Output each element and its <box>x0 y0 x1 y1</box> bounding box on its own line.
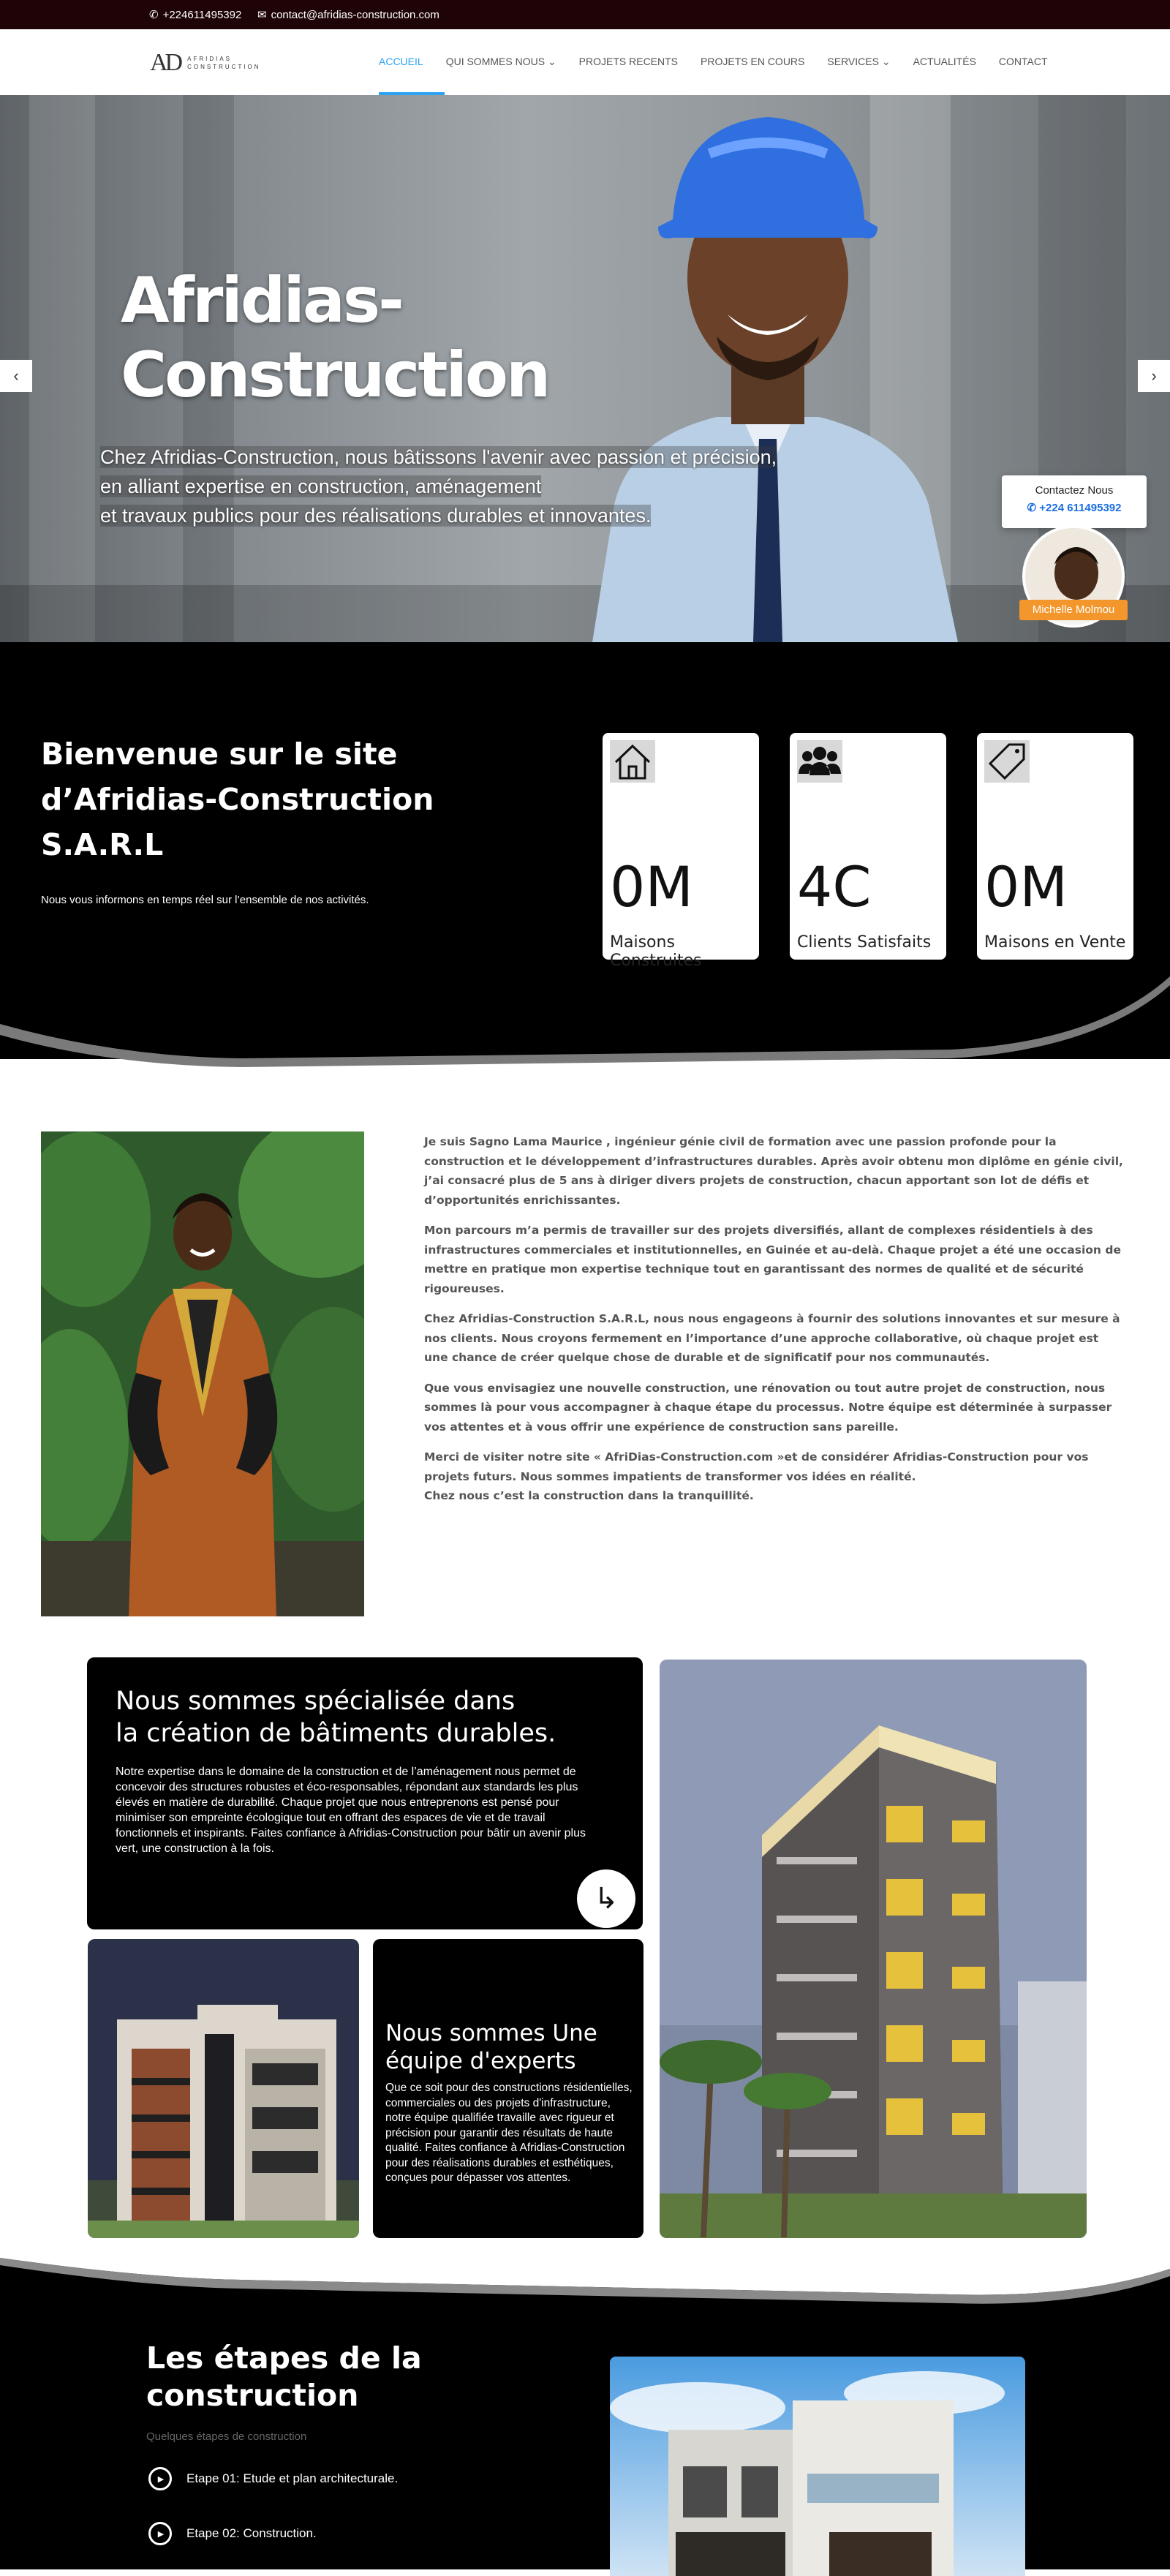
founder-portrait-image <box>41 1131 364 1616</box>
top-bar <box>0 0 1170 29</box>
hero-engineer-image <box>563 95 973 642</box>
welcome-lead: Nous vous informons en temps réel sur l’ensemble de nos activités. <box>41 894 369 906</box>
phone-icon: ✆ <box>149 9 159 21</box>
contact-widget-card[interactable] <box>1002 475 1147 528</box>
feature-card-experts <box>373 1939 644 2238</box>
logo-line-1: AFRIDIAS <box>187 56 233 62</box>
hero-title <box>121 263 549 413</box>
nav-projets-recents[interactable]: PROJETS RECENTS <box>578 56 679 67</box>
bio-paragraph-2: Mon parcours m’a permis de travailler sur des projets diversifiés, allant de complexes résidentiels à des infrastructures commerciales et institutionnelles, en Guinée et au-delà. Chaque projet a été une occasion de mettre en pratique mon expertise technique tout en garantissant des normes de qualité et de sécurité rigoureuses. <box>424 1224 1121 1295</box>
modern-building-image <box>88 1939 359 2238</box>
section-divider-wave <box>0 2258 1170 2331</box>
topbar-phone-text: +224611495392 <box>162 8 242 21</box>
stat-card-clients <box>790 733 946 960</box>
site-header <box>0 29 1170 95</box>
steps-title-line-1: Les étapes de la <box>146 2340 422 2376</box>
play-circle-icon: ▶ <box>148 2467 172 2490</box>
house-icon <box>610 740 655 783</box>
users-icon <box>797 740 842 783</box>
welcome-title-line-2: d’Afridias-Construction <box>41 782 434 817</box>
slider-prev-button[interactable] <box>0 360 32 392</box>
hero-title-line-2: Construction <box>121 339 549 412</box>
welcome-title <box>41 731 480 867</box>
bio-paragraph-1: Je suis Sagno Lama Maurice , ingénieur génie civil de formation avec une passion profonde pour la construction et le développement d’infrastructures durables. Après avoir obtenu mon diplôme en génie civil, j’ai consacré plus de 5 ans à diriger divers projets de construction, chacun apportant son lot de défis et d’opportunités enrichissantes. <box>424 1135 1123 1207</box>
stat-label: Maisons Construites <box>610 933 702 970</box>
contact-widget-name: Michelle Molmou <box>1019 600 1128 620</box>
envelope-icon: ✉ <box>257 9 267 21</box>
feature-card-sustainable-text: Notre expertise dans le domaine de la construction et de l’aménagement nous permet de concevoir des structures robustes et éco-responsables, répondant aux standards les plus élevés en matière de durabilité. Chaque projet que nous entreprenons est pensé pour minimiser son empreinte écologique tout en offrant des espaces de vie et de travail fonctionnels et inspirants. Faites confiance à Afridias-Construction pour bâtir un avenir plus vert, une construction à la fois. <box>116 1766 586 1855</box>
topbar-email-text: contact@afridias-construction.com <box>271 8 439 21</box>
main-nav <box>379 56 1048 68</box>
chevron-down-icon: ⌄ <box>547 56 556 67</box>
site-logo[interactable] <box>150 42 274 83</box>
feature-card-sustainable-title <box>116 1685 556 1750</box>
bio-paragraph-5 <box>424 1447 1126 1506</box>
welcome-title-line-3: S.A.R.L <box>41 827 164 862</box>
topbar-phone[interactable] <box>149 8 241 21</box>
nav-actualites[interactable]: ACTUALITÉS <box>913 56 976 67</box>
stat-value: 0M <box>610 854 693 919</box>
nav-qui-sommes-nous[interactable] <box>446 56 556 68</box>
hero-subtitle-line-2: en alliant expertise en construction, aménagement <box>100 475 542 497</box>
hero-title-line-1: Afridias- <box>121 264 402 337</box>
stat-value: 4C <box>797 854 872 919</box>
stat-label: Clients Satisfaits <box>797 933 932 952</box>
step-item-1 <box>148 2467 398 2490</box>
founder-bio <box>424 1132 1126 1517</box>
feature-card-experts-text: Que ce soit pour des constructions résidentielles, commerciales ou des projets d'infrastructure, notre équipe qualifiée travaille avec rigueur et précision pour garantir des résultats de haute qualité. Faites confiance à Afridias-Construction pour des réalisations durables et esthétiques, conçues pour dépasser vos attentes. <box>385 2082 633 2184</box>
chevron-down-icon: ⌄ <box>881 56 891 67</box>
stat-card-houses-built <box>603 733 759 970</box>
step-label: Etape 01: Etude et plan architecturale. <box>186 2471 399 2485</box>
nav-contact[interactable]: CONTACT <box>998 56 1048 67</box>
bio-paragraph-5a: Merci de visiter notre site « AfriDias-Construction.com »et de considérer Afridias-Construction pour vos projets futurs. Nous sommes impatients de transformer vos idées en réalité. <box>424 1450 1089 1483</box>
step-label: Etape 02: Construction. <box>186 2526 317 2540</box>
bg-column <box>29 95 95 642</box>
steps-house-image <box>610 2357 1025 2576</box>
steps-title <box>146 2340 422 2414</box>
tower-building-image <box>660 1660 1087 2238</box>
steps-subtitle: Quelques étapes de construction <box>146 2430 307 2443</box>
tag-icon <box>984 740 1030 783</box>
section-divider-wave <box>0 976 1170 1072</box>
logo-mark: AD <box>150 49 181 76</box>
nav-projets-en-cours[interactable]: PROJETS EN COURS <box>701 56 805 67</box>
step-item-2 <box>148 2522 317 2545</box>
feature-card-experts-title <box>385 2019 597 2075</box>
play-circle-icon: ▶ <box>148 2522 172 2545</box>
chevron-left-icon: ‹ <box>13 366 19 385</box>
contact-widget-title: Contactez Nous <box>1035 484 1114 497</box>
topbar-email[interactable] <box>257 8 439 21</box>
chevron-right-icon: › <box>1151 366 1157 385</box>
hero-subtitle <box>100 442 795 530</box>
stat-label: Maisons en Vente <box>984 933 1126 952</box>
feature-card-sustainable <box>87 1657 643 1929</box>
nav-accueil[interactable]: ACCUEIL <box>379 56 423 67</box>
slider-next-button[interactable] <box>1138 360 1170 392</box>
feature-card-sustainable-title-line-2: la création de bâtiments durables. <box>116 1719 556 1748</box>
nav-services[interactable] <box>827 56 890 68</box>
contact-widget-phone[interactable] <box>1002 501 1147 514</box>
steps-title-line-2: construction <box>146 2378 359 2413</box>
hero-subtitle-line-3: et travaux publics pour des réalisations durables et innovantes. <box>100 505 652 527</box>
feature-card-sustainable-title-line-1: Nous sommes spécialisée dans <box>116 1687 516 1716</box>
welcome-title-line-1: Bienvenue sur le site <box>41 737 398 772</box>
bio-paragraph-4: Que vous envisagiez une nouvelle construction, une rénovation ou tout autre projet de construction, nous sommes là pour vous accompagner à chaque étape du processus. Notre équipe est déterminée à surpasser vos attentes et à vous offrir une expérience de construction sans pareille. <box>424 1381 1112 1434</box>
contact-widget-phone-text: +224 611495392 <box>1039 502 1122 514</box>
logo-line-2: CONSTRUCTION <box>187 64 261 70</box>
hero-slider <box>0 95 1170 642</box>
bio-paragraph-3: Chez Afridias-Construction S.A.R.L, nous nous engageons à fournir des solutions innovantes et sur mesure à nos clients. Nous croyons fermement en l’importance d’une approche collaborative, où chaque projet est une chance de créer quelque chose de durable et de significatif pour nos communautés. <box>424 1312 1120 1364</box>
feature-card-experts-title-line-2: équipe d'experts <box>385 2048 576 2074</box>
nav-qui-sommes-nous-label: QUI SOMMES NOUS <box>445 56 546 67</box>
stat-card-houses-for-sale <box>977 733 1133 960</box>
feature-card-arrow-button[interactable] <box>577 1869 635 1928</box>
hero-subtitle-line-1: Chez Afridias-Construction, nous bâtissons l'avenir avec passion et précision, <box>100 446 777 468</box>
phone-icon: ✆ <box>1027 502 1037 514</box>
bio-paragraph-5b: Chez nous c’est la construction dans la tranquillité. <box>424 1489 754 1502</box>
nav-services-label: SERVICES <box>827 56 879 67</box>
arrow-down-right-icon: ↳ <box>594 1883 619 1915</box>
stat-value: 0M <box>984 854 1068 919</box>
feature-card-experts-title-line-1: Nous sommes Une <box>385 2020 597 2046</box>
